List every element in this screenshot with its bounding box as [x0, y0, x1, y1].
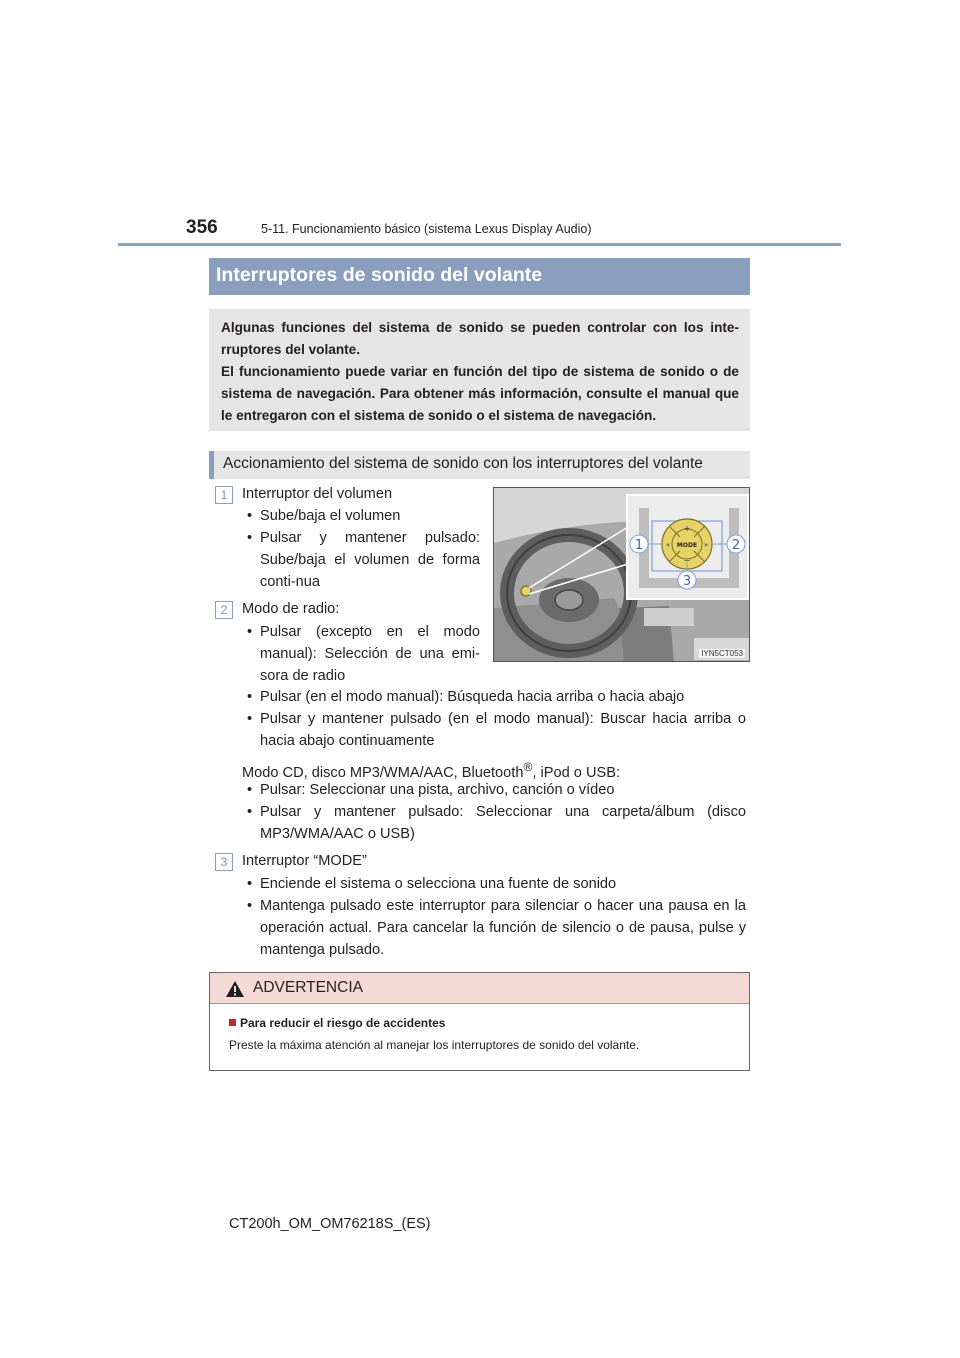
svg-text:«: « [665, 541, 671, 549]
bullet-dot: • [247, 711, 253, 727]
intro-paragraph-2: El funcionamiento puede variar en función del tipo de sistema de sonido o de sistema de navegación. Para obtener más información, consulte el manual que le entregaron con el sistema de sonido o el sistema de navegación. [221, 364, 739, 423]
figure-callout-2: 2 [731, 538, 741, 553]
warning-title: ADVERTENCIA [253, 979, 363, 996]
bullet-text: Enciende el sistema o selecciona una fuente de sonido [260, 876, 617, 892]
subsection-title: Accionamiento del sistema de sonido con los interruptores del volante [209, 451, 750, 479]
item-marker-3: 3 [215, 853, 233, 871]
bullet-dot: • [247, 624, 253, 640]
svg-text:+: + [683, 524, 691, 533]
bullet-text: Mantenga pulsado este interruptor para silenciar o hacer una pausa en la operación actual. Para cancelar la función de silencio o de pausa, pulse y mantenga pulsado. [260, 898, 746, 958]
subtitle-part: , iPod o USB: [532, 764, 621, 781]
warning-header [210, 973, 749, 1004]
item-subtitle-media [242, 760, 620, 781]
item-title-radio: Modo de radio: [242, 601, 340, 617]
steering-wheel-illustration [494, 488, 750, 662]
bullet-dot: • [247, 804, 253, 820]
warning-text: Preste la máxima atención al manejar los interruptores de sonido del volante. [229, 1038, 640, 1052]
bullet-dot: • [247, 508, 253, 524]
figure-callout-1: 1 [634, 538, 644, 553]
bullet-text: Pulsar y mantener pulsado (en el modo manual): Buscar hacia arriba o hacia abajo continuamente [260, 711, 746, 749]
svg-text:»: » [703, 541, 709, 549]
bullet-text: Pulsar: Seleccionar una pista, archivo, canción o vídeo [260, 782, 615, 798]
red-square-icon [229, 1019, 236, 1026]
warning-icon [225, 980, 245, 998]
page-number: 356 [186, 217, 218, 238]
svg-text:−: − [683, 556, 691, 565]
mode-button-label: MODE [676, 542, 698, 549]
bullet-dot: • [247, 530, 253, 546]
bullet-text: Sube/baja el volumen [260, 508, 401, 524]
bullet-dot: • [247, 689, 253, 705]
bullet-dot: • [247, 782, 253, 798]
header-rule [118, 243, 841, 246]
intro-box [209, 309, 750, 431]
item-title-volume: Interruptor del volumen [242, 486, 393, 502]
section-title: Interruptores de sonido del volante [209, 258, 750, 295]
bullet-text: Pulsar y mantener pulsado: Sube/baja el volumen de forma conti-nua [260, 530, 480, 590]
intro-paragraph-1: Algunas funciones del sistema de sonido se pueden controlar con los inte-rruptores del volante. [221, 320, 739, 357]
bullet-dot: • [247, 876, 253, 892]
bullet-text: Pulsar y mantener pulsado: Seleccionar una carpeta/álbum (disco MP3/WMA/AAC o USB) [260, 804, 746, 842]
subtitle-part: Modo CD, disco MP3/WMA/AAC, Bluetooth [242, 764, 524, 781]
item-marker-1: 1 [215, 486, 233, 504]
chapter-title: 5-11. Funcionamiento básico (sistema Lexus Display Audio) [261, 222, 592, 236]
registered-mark: ® [523, 760, 533, 774]
warning-box [209, 972, 750, 1071]
bullet-text: Pulsar (excepto en el modo manual): Selección de una emi-sora de radio [260, 624, 480, 684]
steering-wheel-figure [493, 487, 750, 662]
warning-subtitle [229, 1016, 445, 1030]
figure-callout-3: 3 [682, 574, 692, 589]
bullet-dot: • [247, 898, 253, 914]
figure-code: IYN5CT053 [701, 649, 743, 658]
footer-manual-code: CT200h_OM_OM76218S_(ES) [229, 1216, 431, 1232]
warning-subtitle-text: Para reducir el riesgo de accidentes [240, 1016, 446, 1030]
item-marker-2: 2 [215, 601, 233, 619]
bullet-text: Pulsar (en el modo manual): Búsqueda hacia arriba o hacia abajo [260, 689, 685, 705]
item-title-mode: Interruptor “MODE” [242, 853, 367, 869]
